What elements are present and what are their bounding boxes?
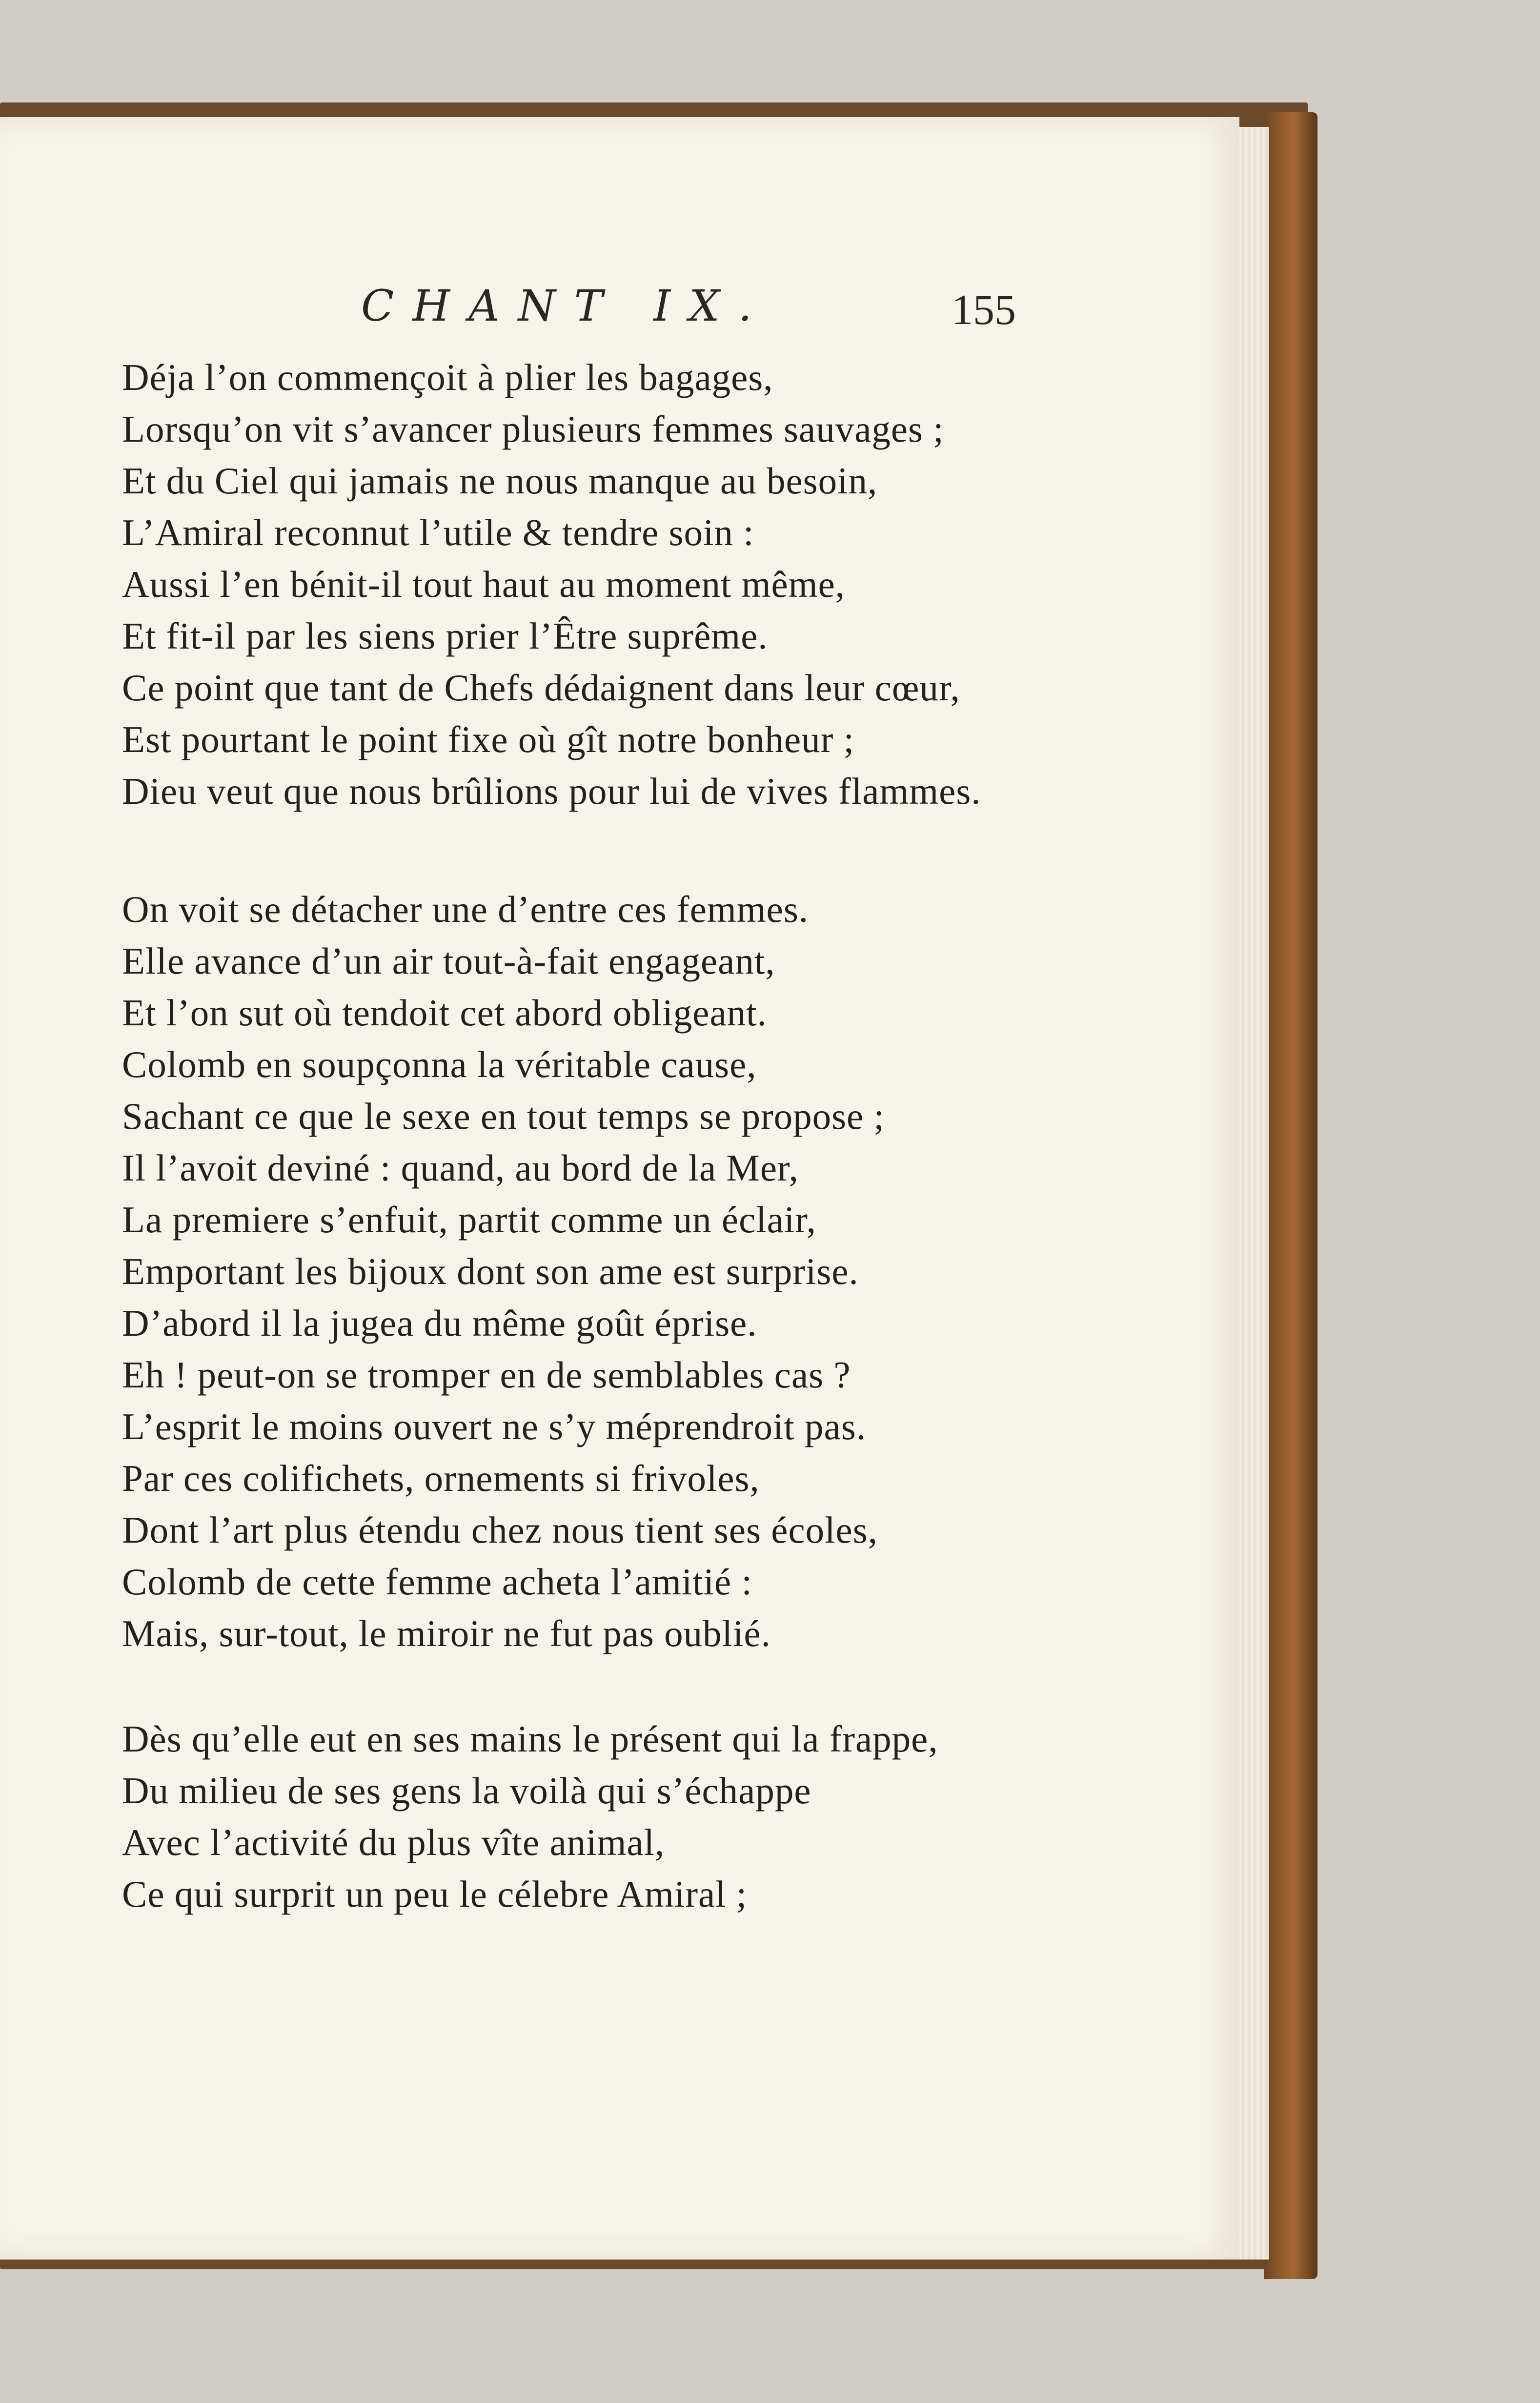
verse-line: Mais, sur-tout, le miroir ne fut pas oublié. [122,1612,771,1654]
verse-line: Ce point que tant de Chefs dédaignent dans leur cœur, [122,667,960,709]
verse-line: Emportant les bijoux dont son ame est surprise. [122,1250,859,1292]
page-number: 155 [952,286,1016,334]
verse-line: Dieu veut que nous brûlions pour lui de vives flammes. [122,770,981,812]
verse-line: L’Amiral reconnut l’utile & tendre soin : [122,511,754,553]
verse-line: D’abord il la jugea du même goût éprise. [122,1302,757,1344]
verse-line: Eh ! peut-on se tromper en de semblables cas ? [122,1354,851,1396]
verse-line: Du milieu de ses gens la voilà qui s’échappe [122,1770,811,1812]
verse-line: Dont l’art plus étendu chez nous tient ses écoles, [122,1509,878,1551]
verse-line: Sachant ce que le sexe en tout temps se propose ; [122,1095,885,1137]
verse-line: Ce qui surprit un peu le célebre Amiral ; [122,1873,748,1915]
verse-line: Dès qu’elle eut en ses mains le présent qui la frappe, [122,1718,938,1760]
verse-line: La premiere s’enfuit, partit comme un éclair, [122,1199,817,1241]
verse-line: Aussi l’en bénit-il tout haut au moment même, [122,563,846,605]
book-spine-edge [1264,112,1317,2279]
verse-line: Et l’on sut où tendoit cet abord obligeant. [122,992,767,1034]
verse-line: Colomb de cette femme acheta l’amitié : [122,1561,752,1603]
stanza-3 [122,1713,938,1920]
verse-line: Elle avance d’un air tout-à-fait engageant, [122,940,775,982]
running-head: CHANT IX. [361,281,770,331]
verse-line: Il l’avoit deviné : quand, au bord de la Mer, [122,1147,799,1189]
stanza-2 [122,883,885,1659]
verse-line: On voit se détacher une d’entre ces femmes. [122,888,809,930]
page-fore-edge [1235,127,1269,2260]
verse-line: Est pourtant le point fixe où gît notre bonheur ; [122,718,855,760]
verse-line: Et du Ciel qui jamais ne nous manque au besoin, [122,460,878,502]
verse-line: Lorsqu’on vit s’avancer plusieurs femmes sauvages ; [122,408,944,450]
verse-line: L’esprit le moins ouvert ne s’y méprendroit pas. [122,1405,866,1447]
verse-line: Avec l’activité du plus vîte animal, [122,1821,665,1863]
verse-line: Par ces colifichets, ornements si frivoles, [122,1457,760,1499]
verse-line: Colomb en soupçonna la véritable cause, [122,1043,757,1085]
stanza-1 [122,351,981,817]
verse-line: Déja l’on commençoit à plier les bagages, [122,356,773,398]
verse-line: Et fit-il par les siens prier l’Être suprême. [122,615,768,657]
